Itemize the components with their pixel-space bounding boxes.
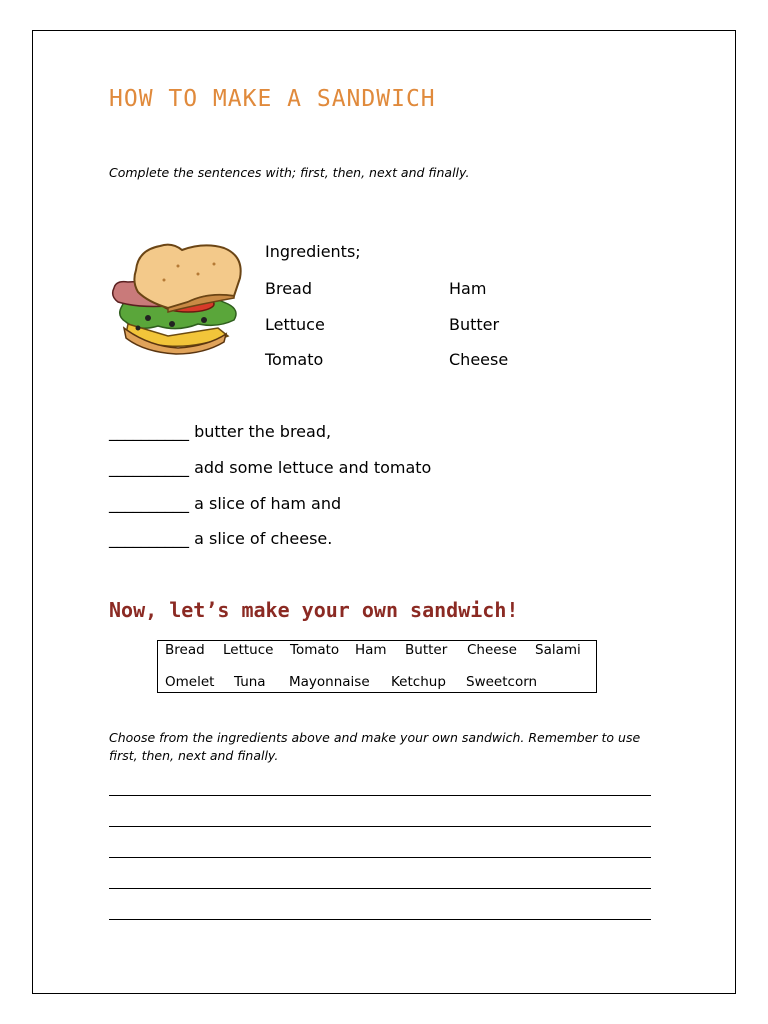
writing-line-1[interactable]	[109, 795, 651, 796]
word-salami: Salami	[535, 642, 581, 658]
word-mayonnaise: Mayonnaise	[289, 674, 370, 690]
instruction-choose-line2: first, then, next and finally.	[109, 748, 279, 763]
ingredient-ham: Ham	[449, 279, 487, 298]
word-omelet: Omelet	[165, 674, 215, 690]
section-subtitle: Now, let’s make your own sandwich!	[109, 598, 519, 622]
sandwich-icon	[108, 236, 248, 356]
word-butter: Butter	[405, 642, 448, 658]
writing-line-5[interactable]	[109, 919, 651, 920]
word-ham: Ham	[355, 642, 387, 658]
sentence-1: __________ butter the bread,	[109, 422, 332, 441]
ingredient-bread: Bread	[265, 279, 313, 298]
word-cheese: Cheese	[467, 642, 517, 658]
instruction-choose-line1: Choose from the ingredients above and make your own sandwich. Remember to use	[109, 730, 641, 745]
ingredient-cheese: Cheese	[449, 350, 509, 369]
ingredient-butter: Butter	[449, 315, 500, 334]
word-lettuce: Lettuce	[223, 642, 274, 658]
instruction-complete-sentences: Complete the sentences with; first, then, next and finally.	[109, 165, 470, 180]
sentence-2: __________ add some lettuce and tomato	[109, 458, 432, 477]
word-box	[157, 640, 597, 693]
writing-line-4[interactable]	[109, 888, 651, 889]
writing-line-3[interactable]	[109, 857, 651, 858]
word-bread: Bread	[165, 642, 205, 658]
sentence-4: __________ a slice of cheese.	[109, 529, 333, 548]
ingredients-heading: Ingredients;	[265, 242, 361, 261]
ingredient-lettuce: Lettuce	[265, 315, 325, 334]
writing-line-2[interactable]	[109, 826, 651, 827]
ingredient-tomato: Tomato	[265, 350, 324, 369]
word-ketchup: Ketchup	[391, 674, 446, 690]
word-tomato: Tomato	[290, 642, 340, 658]
sentence-3: __________ a slice of ham and	[109, 494, 342, 513]
word-tuna: Tuna	[234, 674, 266, 690]
word-sweetcorn: Sweetcorn	[466, 674, 538, 690]
worksheet-title: HOW TO MAKE A SANDWICH	[109, 86, 436, 112]
